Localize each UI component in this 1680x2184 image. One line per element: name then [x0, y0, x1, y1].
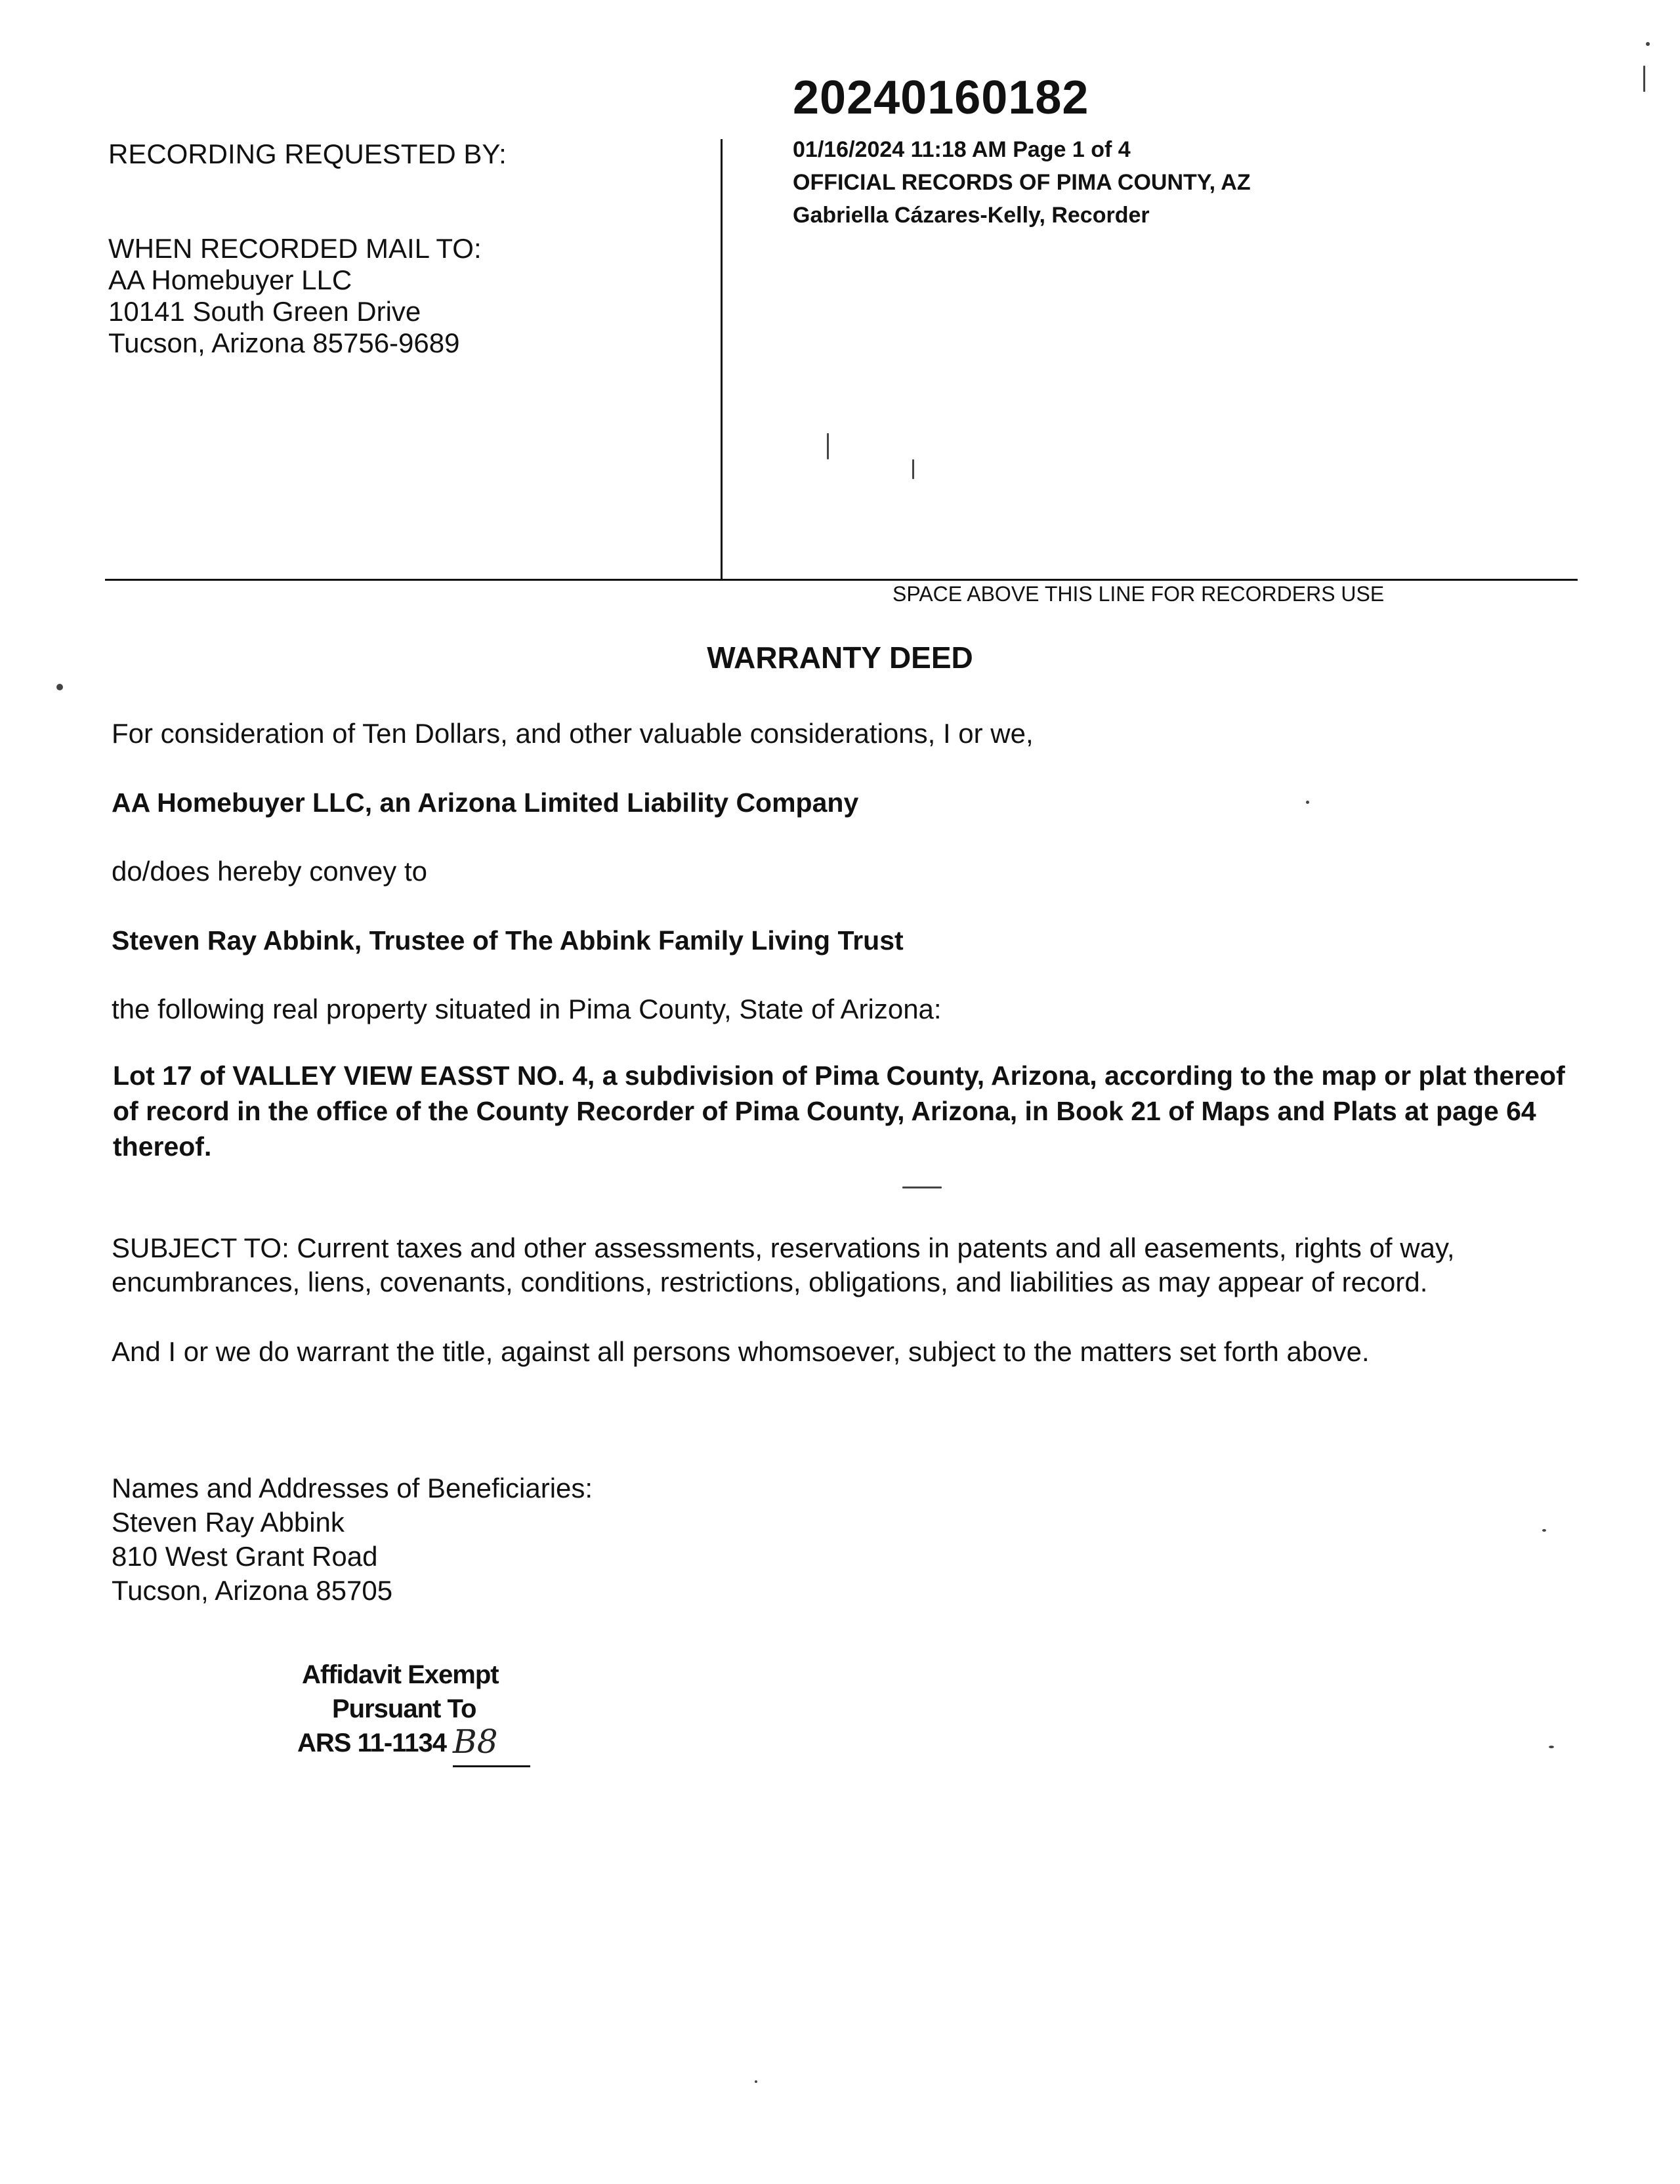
scan-speck [1646, 42, 1650, 46]
subject-to-clause: SUBJECT TO: Current taxes and other assessments, reservations in patents and all easements, rights of way, encumbrances, liens, covenants, conditions, restrictions, obligations, and liabilities as may appear of record. [112, 1232, 1455, 1297]
affidavit-exempt-line2: Pursuant To [332, 1694, 476, 1723]
affidavit-exempt-line3: ARS 11-1134 [297, 1729, 446, 1757]
scan-speck [1549, 1746, 1554, 1748]
mail-to-street: 10141 South Green Drive [108, 296, 421, 327]
recording-office: OFFICIAL RECORDS OF PIMA COUNTY, AZ [793, 170, 1251, 195]
scan-speck [902, 1186, 942, 1188]
header-vertical-divider [721, 139, 723, 580]
beneficiary-name: Steven Ray Abbink [112, 1507, 345, 1538]
grantor: AA Homebuyer LLC, an Arizona Limited Liability Company [112, 788, 859, 818]
handwritten-code-underline [453, 1765, 530, 1767]
beneficiary-city: Tucson, Arizona 85705 [112, 1575, 393, 1606]
recording-datetime-page: 01/16/2024 11:18 AM Page 1 of 4 [793, 137, 1131, 162]
scan-speck [1306, 801, 1309, 804]
recording-requested-by-label: RECORDING REQUESTED BY: [108, 138, 507, 169]
beneficiary-street: 810 West Grant Road [112, 1541, 378, 1572]
recorders-use-note: SPACE ABOVE THIS LINE FOR RECORDERS USE [892, 582, 1385, 606]
document-title: WARRANTY DEED [707, 640, 973, 675]
mail-to-name: AA Homebuyer LLC [108, 264, 352, 295]
recorders-space-line [105, 579, 1578, 581]
recording-number: 20240160182 [793, 72, 1089, 124]
beneficiaries-label: Names and Addresses of Beneficiaries: [112, 1473, 593, 1503]
mail-to-city: Tucson, Arizona 85756-9689 [108, 327, 460, 358]
scan-speck [827, 433, 829, 459]
convey-clause: do/does hereby convey to [112, 856, 427, 887]
scan-speck [1542, 1529, 1546, 1532]
handwritten-exempt-code: B8 [453, 1723, 498, 1761]
scan-speck [912, 459, 914, 479]
affidavit-exempt-line1: Affidavit Exempt [302, 1660, 499, 1689]
legal-description: Lot 17 of VALLEY VIEW EASST NO. 4, a subdivision of Pima County, Arizona, according to the map or plat thereof of record in the office of the County Recorder of Pima County, Arizona, in Book 21 of Maps and Plats at page 64 thereof. [113, 1060, 1565, 1162]
consideration-clause: For consideration of Ten Dollars, and other valuable considerations, I or we, [112, 718, 1034, 749]
scan-speck [755, 2080, 757, 2083]
scan-speck [1643, 66, 1645, 92]
mail-to-label: WHEN RECORDED MAIL TO: [108, 233, 482, 264]
warranty-clause: And I or we do warrant the title, against all persons whomsoever, subject to the matters set forth above. [112, 1336, 1370, 1367]
grantee: Steven Ray Abbink, Trustee of The Abbink Family Living Trust [112, 925, 904, 956]
scan-speck [56, 684, 63, 690]
property-situated-clause: the following real property situated in Pima County, State of Arizona: [112, 994, 942, 1024]
recorder-name: Gabriella Cázares-Kelly, Recorder [793, 203, 1150, 228]
